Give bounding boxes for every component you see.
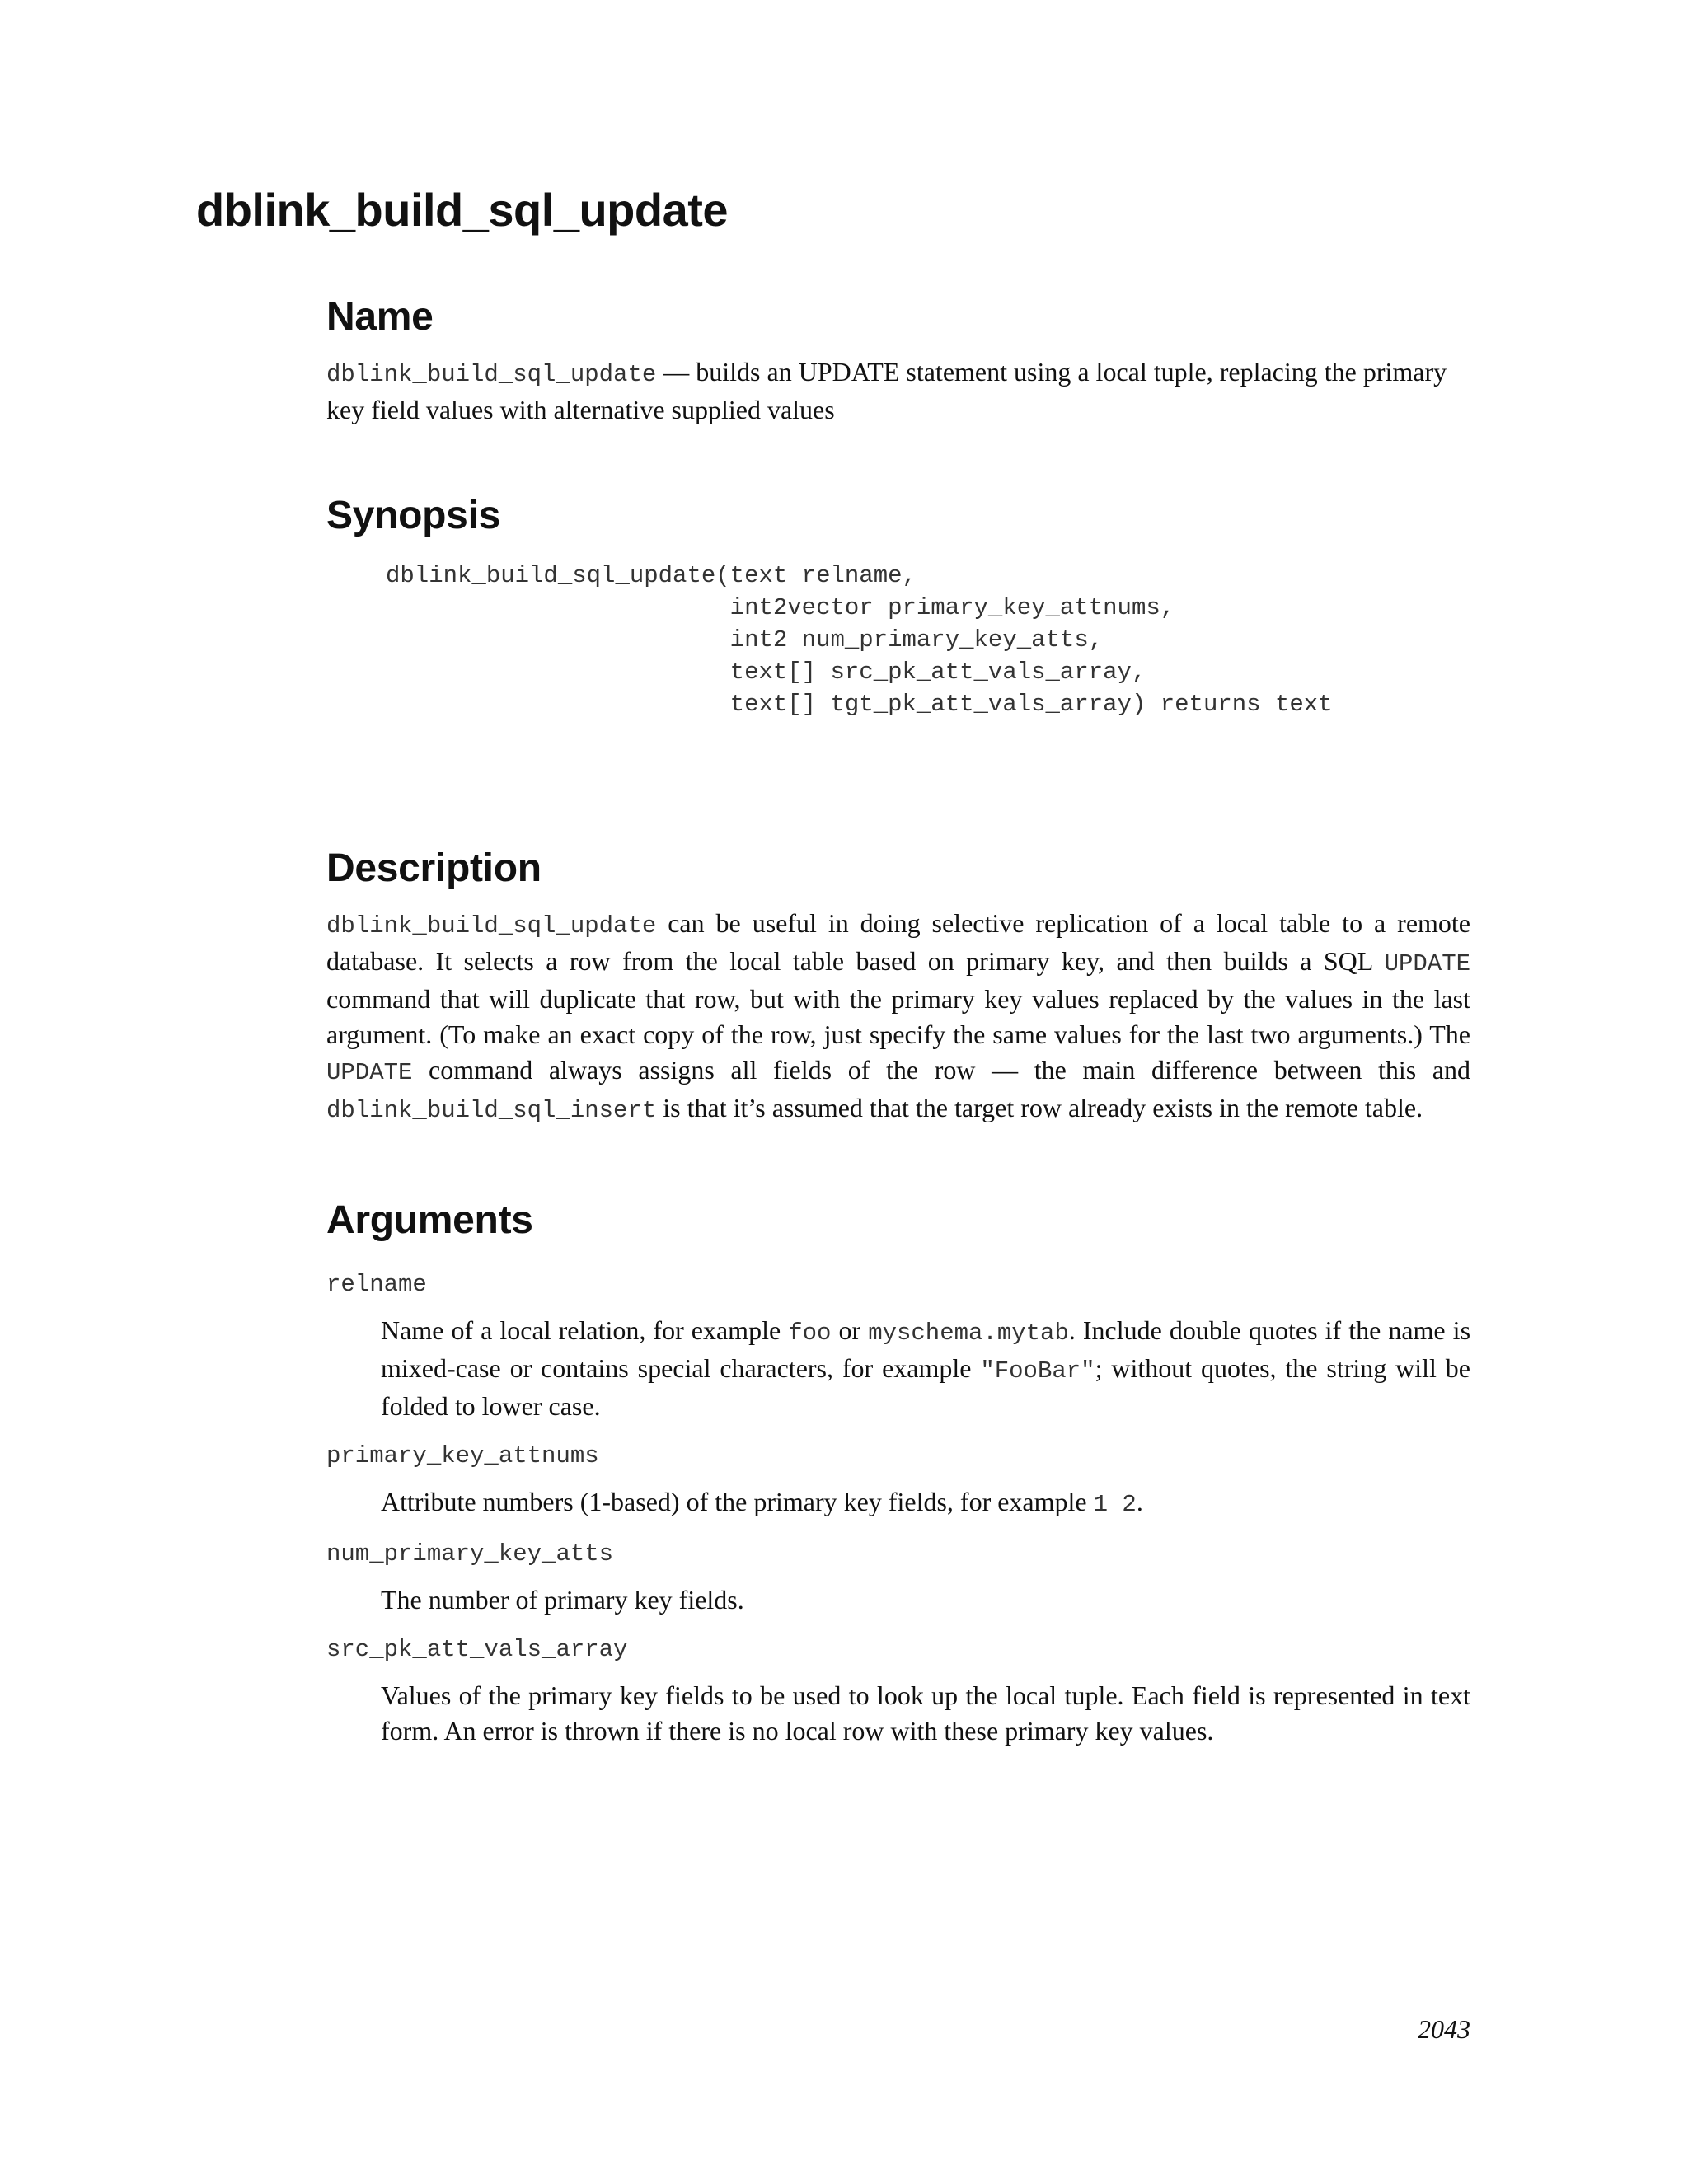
arguments-section (326, 1197, 1470, 1749)
arg-def-text: Name of a local relation, for example (381, 1315, 789, 1345)
arg-term-primary-key-attnums: primary_key_attnums (326, 1442, 599, 1469)
arg-def-text: . (1136, 1487, 1143, 1516)
function-summary: — builds an UPDATE statement using a local tuple, replacing the primary key field values with alternative supplied values (326, 357, 1447, 424)
description-section (326, 846, 1470, 1128)
name-summary (326, 354, 1470, 428)
arguments-heading: Arguments (326, 1198, 533, 1242)
synopsis-section (326, 493, 1470, 720)
arg-def-text: . Include double quotes if the name is mixed-case or contains special characters, for example (381, 1315, 1471, 1383)
arg-def-text: Attribute numbers (1-based) of the primary key fields, for example (381, 1487, 1094, 1516)
description-text-3: command always assigns all fields of the row — the main difference between this and (412, 1055, 1470, 1085)
arg-def-relname (326, 1313, 1470, 1424)
arg-def-text: ; without quotes, the string will be folded to lower case. (381, 1353, 1471, 1421)
arg-def-text: The number of primary key fields. (381, 1585, 744, 1615)
page-number: 2043 (1418, 2014, 1470, 2044)
function-name: dblink_build_sql_update (326, 361, 657, 388)
arg-def-code: "FooBar" (980, 1357, 1095, 1385)
arg-def-text: Values of the primary key fields to be used to look up the local tuple. Each field is represented in text form. An error is thrown if there is no local row with these primary key values. (381, 1680, 1470, 1746)
arg-def-code: foo (788, 1319, 832, 1347)
arg-def-src-pk-att-vals-array (326, 1678, 1470, 1749)
arg-def-code: 1 2 (1093, 1491, 1137, 1518)
arg-def-primary-key-attnums (326, 1484, 1470, 1522)
description-paragraph (326, 906, 1470, 1128)
name-section (326, 294, 1470, 428)
description-text-4: is that it’s assumed that the target row already exists in the remote table. (656, 1093, 1423, 1122)
arg-def-code: myschema.mytab (868, 1319, 1069, 1347)
description-text-1: can be useful in doing selective replication of a local table to a remote database. It selects a row from the local table based on primary key, and then builds a SQL (326, 908, 1470, 976)
synopsis-heading: Synopsis (326, 494, 500, 537)
arg-term-num-primary-key-atts: num_primary_key_atts (326, 1540, 614, 1568)
description-code-1: dblink_build_sql_update (326, 912, 657, 940)
synopsis-code: dblink_build_sql_update(text relname, int2vector primary_key_attnums, int2 num_primary_key_atts, text[] src_pk_att_vals_array, text[] tgt_pk_att_vals_array) returns text (386, 562, 1333, 718)
arg-def-text: or (831, 1315, 869, 1345)
arg-def-num-primary-key-atts (326, 1582, 1470, 1618)
description-code-2: UPDATE (1384, 950, 1470, 977)
arg-term-src-pk-att-vals-array: src_pk_att_vals_array (326, 1636, 628, 1663)
arg-term-relname: relname (326, 1271, 427, 1298)
description-code-3: UPDATE (326, 1059, 413, 1086)
description-code-4: dblink_build_sql_insert (326, 1097, 657, 1124)
description-heading: Description (326, 846, 542, 890)
name-heading: Name (326, 295, 434, 339)
description-text-2: command that will duplicate that row, but with the primary key values replaced by the values in the last argument. (To make an exact copy of the row, just specify the same values for the last two arguments.) The (326, 984, 1470, 1049)
page-title: dblink_build_sql_update (196, 184, 729, 236)
